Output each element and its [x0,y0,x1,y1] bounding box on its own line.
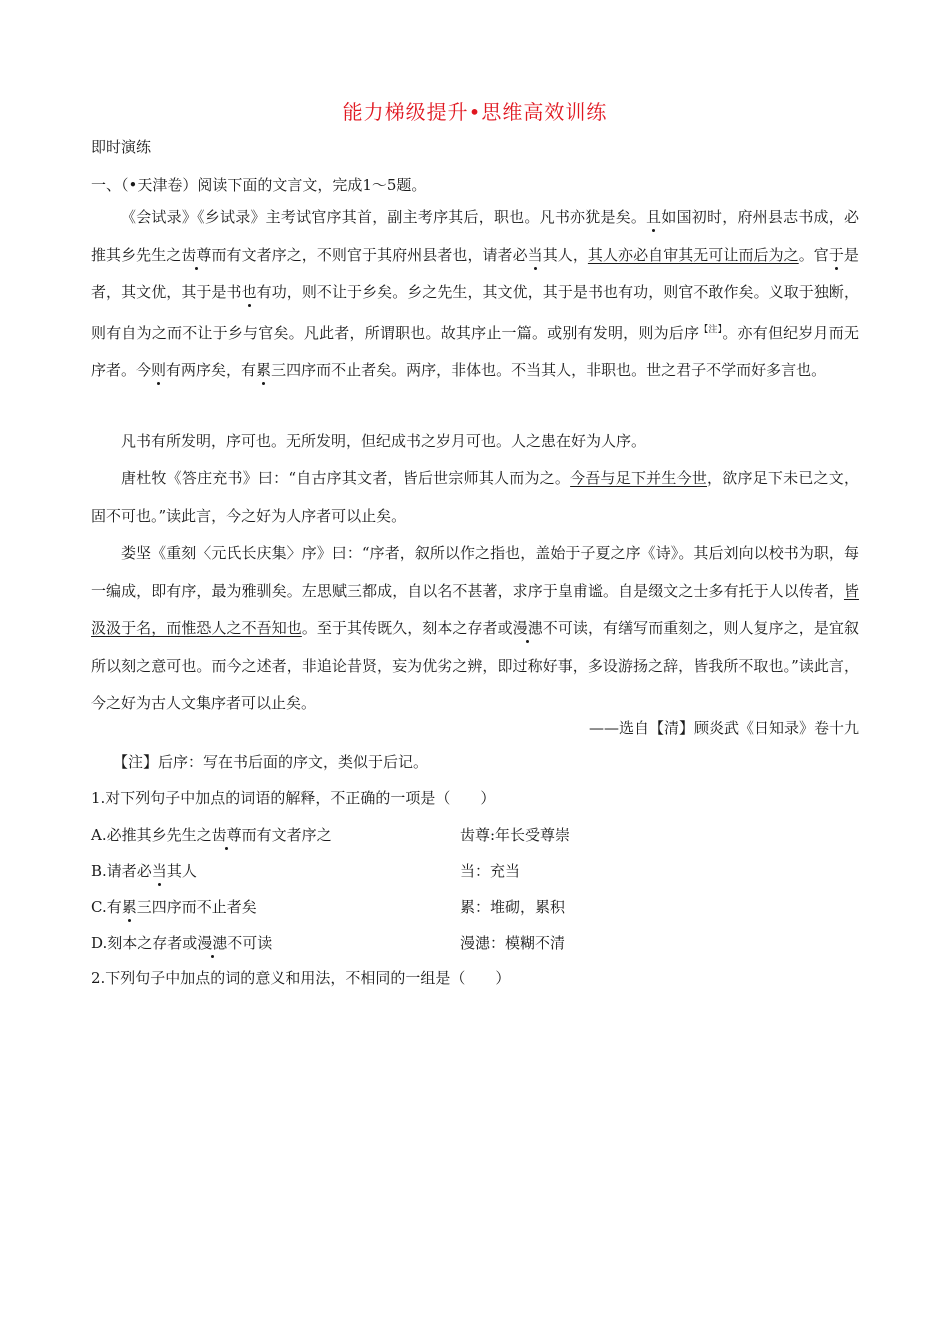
section-label: 即时演练 [91,138,152,156]
question-2-stem: 2.下列句子中加点的词的意义和用法，不相同的一组是（ ） [91,969,511,987]
dotted-word: 也 [241,283,257,301]
dotted-word: 于 [828,245,844,264]
option-b-explanation: 当：充当 [460,862,521,880]
option-d-explanation: 漫漶：模糊不清 [460,934,566,952]
dotted-word: 且 [646,208,662,226]
option-c: C.有累三四序而不止者矣 [91,898,257,916]
note-marker: 【注】 [699,324,723,335]
underlined-sentence: 今吾与足下并生今世 [570,469,708,487]
question-1-stem: 1.对下列句子中加点的词语的解释，不正确的一项是（ ） [91,789,496,807]
passage-paragraph-2: 凡书有所发明，序可也。无所发明，但纪成书之岁月可也。人之患在好为人序。 [121,432,647,450]
underlined-sentence: 其人亦必自审其无可让而后为之 [587,245,799,264]
passage-paragraph-1: 《会试录》《乡试录》主考试官序其首，副主考序其后，职也。凡书亦犹是矣。且如国初时，府州县志书成，必推其乡先生之齿尊而有文者序之，不则官于其府州县者也，请者必当其人，其人亦必自审其无可让而后为之。官于是者，其文优，其于是书也有功，则不让于乡矣。乡之先生，其文优，其于是书也有功，则官不敢作矣。义取于独断，则有自为之而不让于乡与官矣。凡此者，所谓职也。故其序止一篇。或别有发明，则为后序$^{【注】}$。亦有但纪岁月而无序者。今则有两序矣，有累三四序而不止者矣。两序，非体也。不当其人，非职也。世之君子不学而好多言也。 [91,208,859,379]
passage-paragraph-3: 唐杜牧《答庄充书》曰：“自古序其文者，皆后世宗师其人而为之。今吾与足下并生今世，欲序足下未已之文，固不可也。”读此言，今之好为人序者可以止矣。 [91,469,859,525]
task-instruction: 一、（•天津卷）阅读下面的文言文，完成1～5题。 [91,176,427,194]
dotted-word: 则 [151,361,167,379]
dotted-word: 齿尊 [181,245,212,264]
option-a-explanation: 齿尊:年长受尊崇 [460,826,571,844]
underlined-sentence: 皆汲汲于名，而惟恐人之不吾知也 [91,581,859,637]
option-c-explanation: 累：堆砌，累积 [460,898,566,916]
option-d: D.刻本之存者或漫漶不可读 [91,934,273,952]
option-b: B.请者必当其人 [91,862,197,880]
option-a: A.必推其乡先生之齿尊而有文者序之 [91,826,332,844]
dotted-word: 齿尊 [211,826,242,844]
page-title: 能力梯级提升•思维高效训练 [342,100,608,124]
dotted-word: 累 [121,898,137,916]
dotted-word: 漫漶 [512,619,543,637]
dotted-word: 累 [256,361,272,379]
footnote: 【注】后序：写在书后面的序文，类似于后记。 [113,753,429,771]
source-citation: ——选自【清】顾炎武《日知录》卷十九 [588,719,859,737]
dotted-word: 漫漶 [197,934,228,952]
dotted-word: 当 [527,245,543,264]
dotted-word: 当 [151,862,167,880]
passage-paragraph-4: 娄坚《重刻〈元氏长庆集〉序》曰：“序者，叙所以作之指也，盖始于子夏之序《诗》。其后刘向以校书为职，每一编成，即有序，最为雅驯矣。左思赋三都成，自以名不甚著，求序于皇甫谧。自是缀文之士多有托于人以传者，皆汲汲于名，而惟恐人之不吾知也。至于其传既久，刻本之存者或漫漶不可读，有缮写而重刻之，则人复序之，是宜叙所以刻之意可也。而今之述者，非追论昔贤，妄为优劣之辨，即过称好事，多设游扬之辞，皆我所不取也。”读此言，今之好为古人文集序者可以止矣。 [91,544,859,712]
